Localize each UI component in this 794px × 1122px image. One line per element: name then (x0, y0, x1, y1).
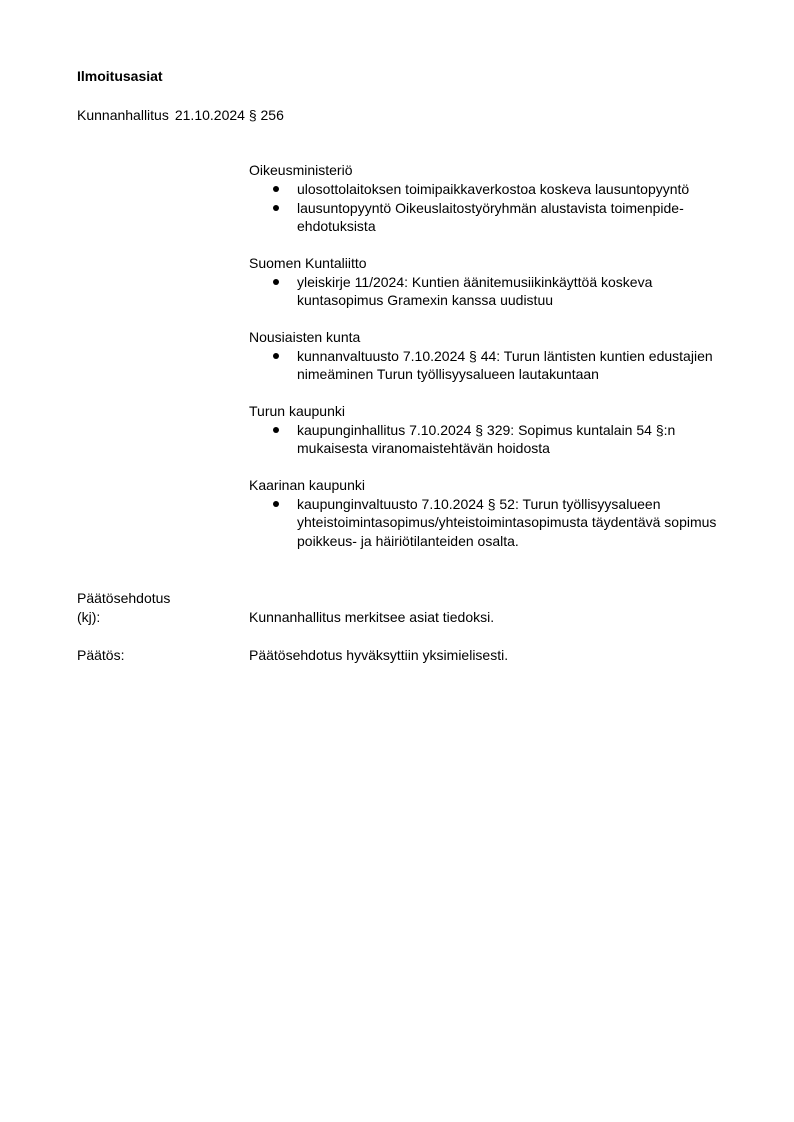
notices-list (249, 161, 739, 568)
list-item-text: ulosottolaitoksen toimipaikkaverkostoa koskeva lausuntopyyntö (297, 181, 690, 197)
notice-items (249, 495, 739, 551)
document-title: Ilmoitusasiat (77, 68, 163, 84)
proposal-label-line2: (kj): (77, 609, 101, 625)
list-item (249, 273, 739, 310)
list-item (249, 347, 739, 384)
meeting-date-section: 21.10.2024 § 256 (174, 107, 284, 123)
list-item (249, 421, 739, 458)
sender-name: Oikeusministeriö (249, 162, 353, 178)
notice-group-kuntaliitto (249, 254, 739, 310)
notice-items (249, 421, 739, 458)
proposal-text: Kunnanhallitus merkitsee asiat tiedoksi. (249, 609, 495, 625)
bullet-icon (273, 205, 279, 211)
decision-label: Päätös: (77, 647, 125, 663)
bullet-icon (273, 279, 279, 285)
notice-items (249, 347, 739, 384)
list-item (249, 495, 739, 551)
notice-group-turku (249, 402, 739, 458)
list-item-text: kunnanvaltuusto 7.10.2024 § 44: Turun läntisten kuntien edustajien nimeäminen Turun työllisyysalueen lautakuntaan (297, 347, 713, 382)
bullet-icon (273, 501, 279, 507)
notice-items (249, 180, 739, 236)
notice-group-nousiainen (249, 328, 739, 384)
bullet-icon (273, 427, 279, 433)
sender-name: Nousiaisten kunta (249, 328, 361, 345)
notice-group-kaarina (249, 476, 739, 551)
bullet-icon (273, 186, 279, 192)
sender-name: Turun kaupunki (249, 402, 345, 419)
decision-text: Päätösehdotus hyväksyttiin yksimielisesti. (249, 647, 509, 663)
list-item (249, 180, 739, 199)
sender-name: Kaarinan kaupunki (249, 476, 365, 493)
meeting-reference (77, 107, 284, 123)
list-item-text: lausuntopyyntö Oikeuslaitostyöryhmän alustavista toimenpide-ehdotuksista (297, 199, 684, 234)
proposal-label-line1: Päätösehdotus (77, 590, 171, 606)
list-item-text: yleiskirje 11/2024: Kuntien äänitemusiikinkäyttöä koskeva kuntasopimus Gramexin kanssa uudistuu (297, 273, 653, 308)
list-item-text: kaupunginhallitus 7.10.2024 § 329: Sopimus kuntalain 54 §:n mukaisesta viranomaistehtävän hoidosta (297, 421, 676, 456)
notice-items (249, 273, 739, 310)
notice-group-ministry (249, 161, 739, 236)
list-item-text: kaupunginvaltuusto 7.10.2024 § 52: Turun työllisyysalueen yhteistoimintasopimus/yhteistoimintasopimusta täydentävä sopimus poikkeus- ja häiriötilanteiden osalta. (297, 495, 717, 549)
meeting-body: Kunnanhallitus (77, 107, 169, 123)
list-item (249, 199, 739, 236)
sender-name: Suomen Kuntaliitto (249, 254, 367, 271)
bullet-icon (273, 353, 279, 359)
